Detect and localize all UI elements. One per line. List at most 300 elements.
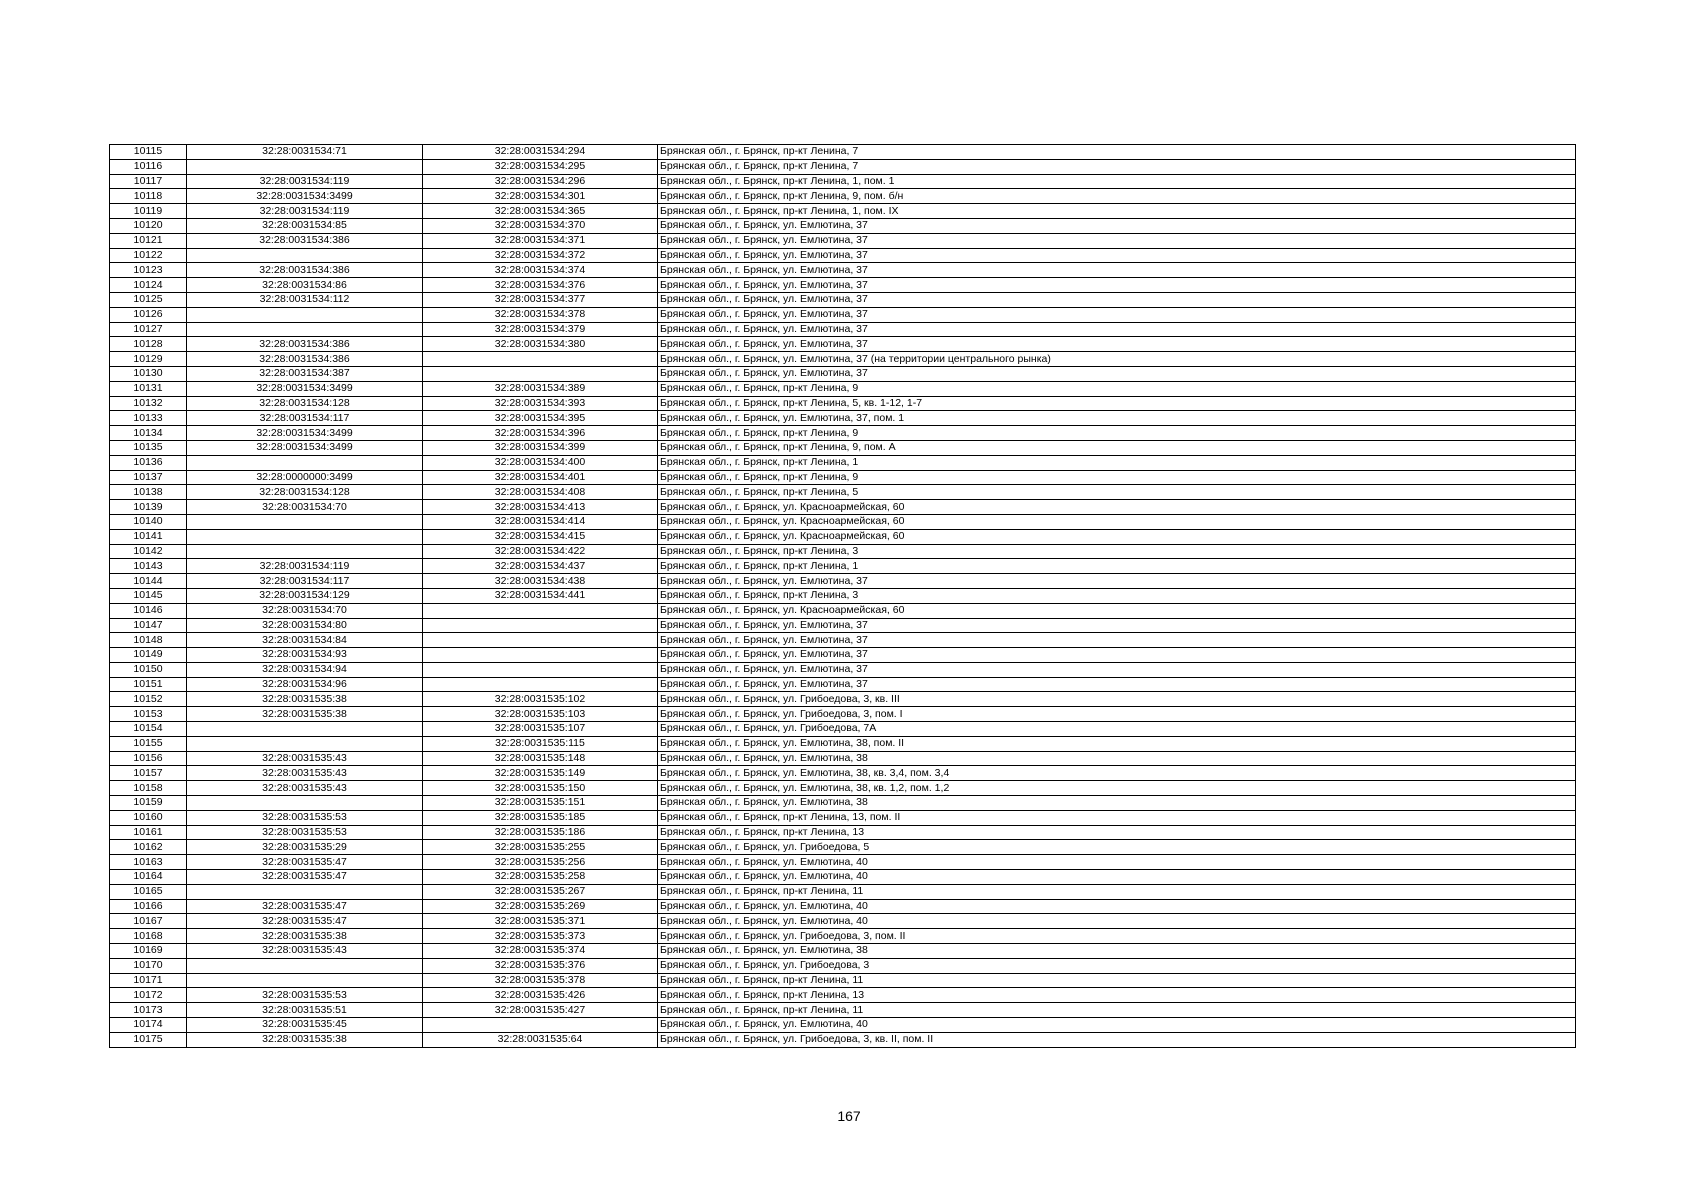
address-cell: Брянская обл., г. Брянск, ул. Грибоедова, 3 xyxy=(658,958,1576,973)
row-number-cell: 10121 xyxy=(110,233,187,248)
table-row xyxy=(110,825,1576,840)
table-row xyxy=(110,292,1576,307)
land-plot-number-cell: 32:28:0031534:71 xyxy=(187,145,423,160)
row-number-cell: 10141 xyxy=(110,529,187,544)
table-row xyxy=(110,766,1576,781)
row-number-cell: 10175 xyxy=(110,1032,187,1047)
land-plot-number-cell: 32:28:0031534:117 xyxy=(187,574,423,589)
table-row xyxy=(110,159,1576,174)
table-row xyxy=(110,366,1576,381)
row-number-cell: 10130 xyxy=(110,366,187,381)
table-row xyxy=(110,248,1576,263)
object-number-cell: 32:28:0031535:103 xyxy=(423,707,658,722)
row-number-cell: 10163 xyxy=(110,855,187,870)
address-cell: Брянская обл., г. Брянск, ул. Емлютина, 37 xyxy=(658,322,1576,337)
object-number-cell: 32:28:0031535:149 xyxy=(423,766,658,781)
land-plot-number-cell: 32:28:0031534:3499 xyxy=(187,381,423,396)
table-row xyxy=(110,796,1576,811)
land-plot-number-cell xyxy=(187,796,423,811)
object-number-cell: 32:28:0031535:115 xyxy=(423,736,658,751)
object-number-cell: 32:28:0031535:378 xyxy=(423,973,658,988)
table-row xyxy=(110,233,1576,248)
object-number-cell: 32:28:0031535:269 xyxy=(423,899,658,914)
address-cell: Брянская обл., г. Брянск, ул. Красноармейская, 60 xyxy=(658,500,1576,515)
land-plot-number-cell: 32:28:0031535:53 xyxy=(187,825,423,840)
land-plot-number-cell xyxy=(187,544,423,559)
row-number-cell: 10138 xyxy=(110,485,187,500)
land-plot-number-cell: 32:28:0031535:53 xyxy=(187,810,423,825)
object-number-cell: 32:28:0031534:380 xyxy=(423,337,658,352)
object-number-cell: 32:28:0031534:400 xyxy=(423,455,658,470)
object-number-cell: 32:28:0031534:422 xyxy=(423,544,658,559)
row-number-cell: 10158 xyxy=(110,781,187,796)
address-cell: Брянская обл., г. Брянск, ул. Емлютина, 37 xyxy=(658,633,1576,648)
address-cell: Брянская обл., г. Брянск, ул. Емлютина, 37 xyxy=(658,337,1576,352)
address-cell: Брянская обл., г. Брянск, ул. Емлютина, 37 xyxy=(658,278,1576,293)
table-row xyxy=(110,840,1576,855)
row-number-cell: 10118 xyxy=(110,189,187,204)
row-number-cell: 10160 xyxy=(110,810,187,825)
row-number-cell: 10167 xyxy=(110,914,187,929)
land-plot-number-cell: 32:28:0031534:386 xyxy=(187,337,423,352)
object-number-cell: 32:28:0031535:376 xyxy=(423,958,658,973)
page-number: 167 xyxy=(837,1108,861,1124)
table-row xyxy=(110,692,1576,707)
address-cell: Брянская обл., г. Брянск, пр-кт Ленина, 11 xyxy=(658,1003,1576,1018)
row-number-cell: 10132 xyxy=(110,396,187,411)
object-number-cell: 32:28:0031535:185 xyxy=(423,810,658,825)
row-number-cell: 10135 xyxy=(110,440,187,455)
object-number-cell xyxy=(423,648,658,663)
address-cell: Брянская обл., г. Брянск, пр-кт Ленина, 5, кв. 1-12, 1-7 xyxy=(658,396,1576,411)
table-row xyxy=(110,278,1576,293)
table-row xyxy=(110,485,1576,500)
table-row xyxy=(110,781,1576,796)
table-row xyxy=(110,337,1576,352)
address-cell: Брянская обл., г. Брянск, ул. Емлютина, 38, кв. 3,4, пом. 3,4 xyxy=(658,766,1576,781)
object-number-cell: 32:28:0031535:107 xyxy=(423,722,658,737)
object-number-cell: 32:28:0031535:255 xyxy=(423,840,658,855)
object-number-cell: 32:28:0031534:396 xyxy=(423,426,658,441)
table-row xyxy=(110,204,1576,219)
row-number-cell: 10156 xyxy=(110,751,187,766)
land-plot-number-cell: 32:28:0031534:3499 xyxy=(187,189,423,204)
table-row xyxy=(110,1003,1576,1018)
row-number-cell: 10147 xyxy=(110,618,187,633)
table-row xyxy=(110,174,1576,189)
row-number-cell: 10115 xyxy=(110,145,187,160)
land-plot-number-cell: 32:28:0031535:38 xyxy=(187,707,423,722)
land-plot-number-cell xyxy=(187,722,423,737)
table-row xyxy=(110,352,1576,367)
address-cell: Брянская обл., г. Брянск, ул. Грибоедова, 7А xyxy=(658,722,1576,737)
row-number-cell: 10166 xyxy=(110,899,187,914)
table-row xyxy=(110,500,1576,515)
address-cell: Брянская обл., г. Брянск, ул. Емлютина, 38 xyxy=(658,796,1576,811)
row-number-cell: 10151 xyxy=(110,677,187,692)
object-number-cell: 32:28:0031534:301 xyxy=(423,189,658,204)
land-plot-number-cell: 32:28:0031534:94 xyxy=(187,662,423,677)
object-number-cell xyxy=(423,603,658,618)
address-cell: Брянская обл., г. Брянск, ул. Емлютина, 37 xyxy=(658,662,1576,677)
row-number-cell: 10125 xyxy=(110,292,187,307)
address-cell: Брянская обл., г. Брянск, ул. Емлютина, 37 xyxy=(658,263,1576,278)
object-number-cell: 32:28:0031534:441 xyxy=(423,588,658,603)
registry-table-body xyxy=(110,145,1576,1048)
table-row xyxy=(110,470,1576,485)
table-row xyxy=(110,707,1576,722)
table-row xyxy=(110,603,1576,618)
row-number-cell: 10139 xyxy=(110,500,187,515)
land-plot-number-cell xyxy=(187,973,423,988)
address-cell: Брянская обл., г. Брянск, ул. Емлютина, 40 xyxy=(658,914,1576,929)
object-number-cell xyxy=(423,618,658,633)
address-cell: Брянская обл., г. Брянск, пр-кт Ленина, 9 xyxy=(658,426,1576,441)
land-plot-number-cell: 32:28:0031534:386 xyxy=(187,263,423,278)
address-cell: Брянская обл., г. Брянск, ул. Грибоедова, 3, пом. II xyxy=(658,929,1576,944)
row-number-cell: 10174 xyxy=(110,1018,187,1033)
address-cell: Брянская обл., г. Брянск, пр-кт Ленина, 7 xyxy=(658,159,1576,174)
object-number-cell xyxy=(423,1018,658,1033)
land-plot-number-cell: 32:28:0000000:3499 xyxy=(187,470,423,485)
land-plot-number-cell: 32:28:0031535:47 xyxy=(187,899,423,914)
row-number-cell: 10159 xyxy=(110,796,187,811)
row-number-cell: 10142 xyxy=(110,544,187,559)
land-plot-number-cell: 32:28:0031534:86 xyxy=(187,278,423,293)
land-plot-number-cell: 32:28:0031535:38 xyxy=(187,929,423,944)
address-cell: Брянская обл., г. Брянск, ул. Емлютина, 37 xyxy=(658,618,1576,633)
land-plot-number-cell: 32:28:0031534:85 xyxy=(187,218,423,233)
table-row xyxy=(110,736,1576,751)
table-row xyxy=(110,648,1576,663)
land-plot-number-cell xyxy=(187,159,423,174)
row-number-cell: 10155 xyxy=(110,736,187,751)
table-row xyxy=(110,618,1576,633)
land-plot-number-cell: 32:28:0031534:80 xyxy=(187,618,423,633)
row-number-cell: 10137 xyxy=(110,470,187,485)
land-plot-number-cell: 32:28:0031534:70 xyxy=(187,500,423,515)
address-cell: Брянская обл., г. Брянск, пр-кт Ленина, 9 xyxy=(658,470,1576,485)
table-row xyxy=(110,218,1576,233)
table-row xyxy=(110,855,1576,870)
address-cell: Брянская обл., г. Брянск, пр-кт Ленина, 13 xyxy=(658,825,1576,840)
land-plot-number-cell: 32:28:0031535:53 xyxy=(187,988,423,1003)
address-cell: Брянская обл., г. Брянск, ул. Емлютина, 38 xyxy=(658,944,1576,959)
table-row xyxy=(110,633,1576,648)
object-number-cell: 32:28:0031535:373 xyxy=(423,929,658,944)
land-plot-number-cell: 32:28:0031534:119 xyxy=(187,559,423,574)
address-cell: Брянская обл., г. Брянск, ул. Емлютина, 37 xyxy=(658,648,1576,663)
land-plot-number-cell xyxy=(187,307,423,322)
object-number-cell: 32:28:0031534:393 xyxy=(423,396,658,411)
address-cell: Брянская обл., г. Брянск, ул. Грибоедова, 3, кв. II, пом. II xyxy=(658,1032,1576,1047)
table-row xyxy=(110,1032,1576,1047)
object-number-cell: 32:28:0031534:379 xyxy=(423,322,658,337)
address-cell: Брянская обл., г. Брянск, ул. Красноармейская, 60 xyxy=(658,514,1576,529)
address-cell: Брянская обл., г. Брянск, пр-кт Ленина, 1, пом. IX xyxy=(658,204,1576,219)
object-number-cell xyxy=(423,366,658,381)
table-row xyxy=(110,884,1576,899)
row-number-cell: 10149 xyxy=(110,648,187,663)
land-plot-number-cell: 32:28:0031535:43 xyxy=(187,944,423,959)
table-row xyxy=(110,440,1576,455)
row-number-cell: 10173 xyxy=(110,1003,187,1018)
row-number-cell: 10143 xyxy=(110,559,187,574)
object-number-cell: 32:28:0031535:267 xyxy=(423,884,658,899)
land-plot-number-cell: 32:28:0031535:47 xyxy=(187,870,423,885)
row-number-cell: 10172 xyxy=(110,988,187,1003)
address-cell: Брянская обл., г. Брянск, ул. Емлютина, 40 xyxy=(658,870,1576,885)
object-number-cell: 32:28:0031534:438 xyxy=(423,574,658,589)
object-number-cell: 32:28:0031534:377 xyxy=(423,292,658,307)
object-number-cell: 32:28:0031534:372 xyxy=(423,248,658,263)
land-plot-number-cell: 32:28:0031534:119 xyxy=(187,174,423,189)
land-plot-number-cell: 32:28:0031534:129 xyxy=(187,588,423,603)
object-number-cell: 32:28:0031534:376 xyxy=(423,278,658,293)
object-number-cell: 32:28:0031534:370 xyxy=(423,218,658,233)
row-number-cell: 10140 xyxy=(110,514,187,529)
object-number-cell: 32:28:0031534:294 xyxy=(423,145,658,160)
address-cell: Брянская обл., г. Брянск, пр-кт Ленина, 1 xyxy=(658,455,1576,470)
land-plot-number-cell xyxy=(187,529,423,544)
row-number-cell: 10123 xyxy=(110,263,187,278)
land-plot-number-cell: 32:28:0031534:117 xyxy=(187,411,423,426)
object-number-cell: 32:28:0031534:413 xyxy=(423,500,658,515)
table-row xyxy=(110,381,1576,396)
address-cell: Брянская обл., г. Брянск, пр-кт Ленина, 13, пом. II xyxy=(658,810,1576,825)
land-plot-number-cell: 32:28:0031535:45 xyxy=(187,1018,423,1033)
row-number-cell: 10161 xyxy=(110,825,187,840)
address-cell: Брянская обл., г. Брянск, ул. Емлютина, 37 (на территории центрального рынка) xyxy=(658,352,1576,367)
land-plot-number-cell: 32:28:0031535:51 xyxy=(187,1003,423,1018)
object-number-cell xyxy=(423,352,658,367)
address-cell: Брянская обл., г. Брянск, ул. Емлютина, 37 xyxy=(658,233,1576,248)
land-plot-number-cell xyxy=(187,322,423,337)
row-number-cell: 10133 xyxy=(110,411,187,426)
address-cell: Брянская обл., г. Брянск, ул. Емлютина, 37, пом. 1 xyxy=(658,411,1576,426)
address-cell: Брянская обл., г. Брянск, ул. Емлютина, 40 xyxy=(658,899,1576,914)
object-number-cell: 32:28:0031534:374 xyxy=(423,263,658,278)
land-plot-number-cell xyxy=(187,455,423,470)
table-row xyxy=(110,529,1576,544)
row-number-cell: 10122 xyxy=(110,248,187,263)
address-cell: Брянская обл., г. Брянск, ул. Емлютина, 37 xyxy=(658,218,1576,233)
row-number-cell: 10117 xyxy=(110,174,187,189)
row-number-cell: 10152 xyxy=(110,692,187,707)
table-row xyxy=(110,1018,1576,1033)
table-row xyxy=(110,411,1576,426)
address-cell: Брянская обл., г. Брянск, ул. Грибоедова, 5 xyxy=(658,840,1576,855)
table-row xyxy=(110,426,1576,441)
table-row xyxy=(110,559,1576,574)
object-number-cell: 32:28:0031535:258 xyxy=(423,870,658,885)
land-plot-number-cell: 32:28:0031534:3499 xyxy=(187,440,423,455)
table-row xyxy=(110,929,1576,944)
address-cell: Брянская обл., г. Брянск, ул. Емлютина, 37 xyxy=(658,366,1576,381)
table-row xyxy=(110,588,1576,603)
row-number-cell: 10169 xyxy=(110,944,187,959)
address-cell: Брянская обл., г. Брянск, ул. Красноармейская, 60 xyxy=(658,603,1576,618)
object-number-cell: 32:28:0031535:371 xyxy=(423,914,658,929)
address-cell: Брянская обл., г. Брянск, ул. Грибоедова, 3, кв. III xyxy=(658,692,1576,707)
row-number-cell: 10170 xyxy=(110,958,187,973)
table-row xyxy=(110,944,1576,959)
row-number-cell: 10148 xyxy=(110,633,187,648)
land-plot-number-cell xyxy=(187,514,423,529)
land-plot-number-cell: 32:28:0031534:93 xyxy=(187,648,423,663)
address-cell: Брянская обл., г. Брянск, пр-кт Ленина, 11 xyxy=(658,973,1576,988)
table-row xyxy=(110,914,1576,929)
table-row xyxy=(110,263,1576,278)
land-plot-number-cell xyxy=(187,248,423,263)
object-number-cell: 32:28:0031535:150 xyxy=(423,781,658,796)
land-plot-number-cell: 32:28:0031535:47 xyxy=(187,855,423,870)
land-plot-number-cell: 32:28:0031535:38 xyxy=(187,1032,423,1047)
land-plot-number-cell: 32:28:0031534:84 xyxy=(187,633,423,648)
table-row xyxy=(110,870,1576,885)
table-row xyxy=(110,189,1576,204)
address-cell: Брянская обл., г. Брянск, ул. Емлютина, 37 xyxy=(658,574,1576,589)
table-row xyxy=(110,899,1576,914)
row-number-cell: 10157 xyxy=(110,766,187,781)
land-plot-number-cell: 32:28:0031535:29 xyxy=(187,840,423,855)
land-plot-number-cell: 32:28:0031534:119 xyxy=(187,204,423,219)
row-number-cell: 10128 xyxy=(110,337,187,352)
object-number-cell: 32:28:0031534:395 xyxy=(423,411,658,426)
registry-table xyxy=(109,144,1576,1048)
row-number-cell: 10134 xyxy=(110,426,187,441)
land-plot-number-cell: 32:28:0031534:386 xyxy=(187,233,423,248)
row-number-cell: 10168 xyxy=(110,929,187,944)
object-number-cell: 32:28:0031534:408 xyxy=(423,485,658,500)
object-number-cell xyxy=(423,662,658,677)
address-cell: Брянская обл., г. Брянск, пр-кт Ленина, 3 xyxy=(658,544,1576,559)
object-number-cell: 32:28:0031535:427 xyxy=(423,1003,658,1018)
object-number-cell: 32:28:0031535:64 xyxy=(423,1032,658,1047)
land-plot-number-cell: 32:28:0031534:70 xyxy=(187,603,423,618)
object-number-cell: 32:28:0031534:295 xyxy=(423,159,658,174)
object-number-cell: 32:28:0031534:401 xyxy=(423,470,658,485)
object-number-cell: 32:28:0031534:371 xyxy=(423,233,658,248)
address-cell: Брянская обл., г. Брянск, ул. Емлютина, 38, кв. 1,2, пом. 1,2 xyxy=(658,781,1576,796)
land-plot-number-cell xyxy=(187,958,423,973)
object-number-cell: 32:28:0031535:256 xyxy=(423,855,658,870)
table-row xyxy=(110,662,1576,677)
land-plot-number-cell: 32:28:0031535:43 xyxy=(187,781,423,796)
land-plot-number-cell xyxy=(187,736,423,751)
table-row xyxy=(110,751,1576,766)
row-number-cell: 10131 xyxy=(110,381,187,396)
land-plot-number-cell: 32:28:0031534:386 xyxy=(187,352,423,367)
address-cell: Брянская обл., г. Брянск, ул. Емлютина, 40 xyxy=(658,855,1576,870)
table-row xyxy=(110,396,1576,411)
table-row xyxy=(110,958,1576,973)
table-row xyxy=(110,514,1576,529)
object-number-cell: 32:28:0031534:415 xyxy=(423,529,658,544)
table-row xyxy=(110,322,1576,337)
object-number-cell xyxy=(423,677,658,692)
row-number-cell: 10136 xyxy=(110,455,187,470)
table-row xyxy=(110,722,1576,737)
address-cell: Брянская обл., г. Брянск, ул. Емлютина, 40 xyxy=(658,1018,1576,1033)
address-cell: Брянская обл., г. Брянск, пр-кт Ленина, 1 xyxy=(658,559,1576,574)
land-plot-number-cell: 32:28:0031535:43 xyxy=(187,766,423,781)
row-number-cell: 10116 xyxy=(110,159,187,174)
address-cell: Брянская обл., г. Брянск, пр-кт Ленина, 9 xyxy=(658,381,1576,396)
object-number-cell xyxy=(423,633,658,648)
row-number-cell: 10119 xyxy=(110,204,187,219)
address-cell: Брянская обл., г. Брянск, ул. Емлютина, 38, пом. II xyxy=(658,736,1576,751)
object-number-cell: 32:28:0031534:414 xyxy=(423,514,658,529)
row-number-cell: 10154 xyxy=(110,722,187,737)
object-number-cell: 32:28:0031535:426 xyxy=(423,988,658,1003)
address-cell: Брянская обл., г. Брянск, пр-кт Ленина, 3 xyxy=(658,588,1576,603)
address-cell: Брянская обл., г. Брянск, пр-кт Ленина, 9, пом. А xyxy=(658,440,1576,455)
address-cell: Брянская обл., г. Брянск, ул. Емлютина, 37 xyxy=(658,677,1576,692)
address-cell: Брянская обл., г. Брянск, пр-кт Ленина, 7 xyxy=(658,145,1576,160)
row-number-cell: 10171 xyxy=(110,973,187,988)
object-number-cell: 32:28:0031535:186 xyxy=(423,825,658,840)
row-number-cell: 10124 xyxy=(110,278,187,293)
row-number-cell: 10146 xyxy=(110,603,187,618)
address-cell: Брянская обл., г. Брянск, пр-кт Ленина, 11 xyxy=(658,884,1576,899)
table-row xyxy=(110,810,1576,825)
object-number-cell: 32:28:0031535:374 xyxy=(423,944,658,959)
row-number-cell: 10162 xyxy=(110,840,187,855)
object-number-cell: 32:28:0031535:102 xyxy=(423,692,658,707)
row-number-cell: 10153 xyxy=(110,707,187,722)
object-number-cell: 32:28:0031534:296 xyxy=(423,174,658,189)
address-cell: Брянская обл., г. Брянск, ул. Емлютина, 37 xyxy=(658,292,1576,307)
address-cell: Брянская обл., г. Брянск, ул. Красноармейская, 60 xyxy=(658,529,1576,544)
land-plot-number-cell: 32:28:0031535:47 xyxy=(187,914,423,929)
table-row xyxy=(110,145,1576,160)
row-number-cell: 10165 xyxy=(110,884,187,899)
row-number-cell: 10145 xyxy=(110,588,187,603)
row-number-cell: 10127 xyxy=(110,322,187,337)
land-plot-number-cell: 32:28:0031534:112 xyxy=(187,292,423,307)
table-row xyxy=(110,455,1576,470)
table-row xyxy=(110,973,1576,988)
object-number-cell: 32:28:0031535:151 xyxy=(423,796,658,811)
table-row xyxy=(110,307,1576,322)
address-cell: Брянская обл., г. Брянск, ул. Емлютина, 37 xyxy=(658,248,1576,263)
address-cell: Брянская обл., г. Брянск, пр-кт Ленина, 5 xyxy=(658,485,1576,500)
table-row xyxy=(110,574,1576,589)
table-row xyxy=(110,988,1576,1003)
object-number-cell: 32:28:0031534:437 xyxy=(423,559,658,574)
land-plot-number-cell: 32:28:0031535:38 xyxy=(187,692,423,707)
row-number-cell: 10150 xyxy=(110,662,187,677)
address-cell: Брянская обл., г. Брянск, ул. Емлютина, 38 xyxy=(658,751,1576,766)
land-plot-number-cell: 32:28:0031534:96 xyxy=(187,677,423,692)
row-number-cell: 10164 xyxy=(110,870,187,885)
address-cell: Брянская обл., г. Брянск, ул. Емлютина, 37 xyxy=(658,307,1576,322)
object-number-cell: 32:28:0031534:399 xyxy=(423,440,658,455)
table-row xyxy=(110,544,1576,559)
land-plot-number-cell: 32:28:0031535:43 xyxy=(187,751,423,766)
land-plot-number-cell: 32:28:0031534:128 xyxy=(187,485,423,500)
address-cell: Брянская обл., г. Брянск, пр-кт Ленина, 1, пом. 1 xyxy=(658,174,1576,189)
row-number-cell: 10129 xyxy=(110,352,187,367)
object-number-cell: 32:28:0031535:148 xyxy=(423,751,658,766)
address-cell: Брянская обл., г. Брянск, пр-кт Ленина, 13 xyxy=(658,988,1576,1003)
address-cell: Брянская обл., г. Брянск, ул. Грибоедова, 3, пом. I xyxy=(658,707,1576,722)
object-number-cell: 32:28:0031534:378 xyxy=(423,307,658,322)
land-plot-number-cell: 32:28:0031534:387 xyxy=(187,366,423,381)
address-cell: Брянская обл., г. Брянск, пр-кт Ленина, 9, пом. б/н xyxy=(658,189,1576,204)
object-number-cell: 32:28:0031534:389 xyxy=(423,381,658,396)
